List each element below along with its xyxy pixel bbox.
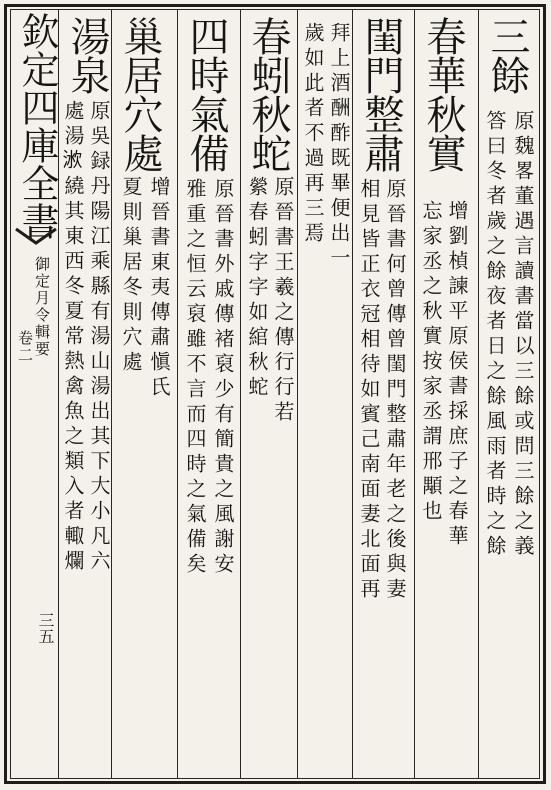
entry-text-line: 處湯𣶛繞其東西冬夏常熱禽魚之類入者輙爛 [61,100,85,575]
fishtail-mark [14,227,58,247]
entry-text-line: 歲如此者不過再三焉 [301,22,325,247]
volume-label: 卷二 [16,330,34,364]
entry-text-line: 縈春蚓字字如綰秋蛇 [245,176,269,401]
column-rule [414,10,415,778]
entry-text-line: 原魏畧董遇言讀書當以三餘或問三餘之義 [511,110,535,560]
entry-heading: 湯泉 [64,16,110,94]
entry-text-line: 增劉楨諫平原侯書採庶子之春華 [445,200,469,550]
entry-heading: 四時氣備 [183,16,229,172]
entry-text-line: 增晉書東夷傳肅愼氏 [147,176,171,401]
entry-heading: 閨門整肅 [358,16,404,172]
column-rule [240,10,241,778]
book-title: 欽定四庫全書 [15,12,59,240]
entry-text-line: 忘家丞之秋實按家丞謂邢顒也 [419,200,443,525]
column-rule [478,10,479,778]
column-rule [297,10,298,778]
entry-text-line: 原晉書外戚傳褚裒少有簡貴之風謝安 [211,178,235,578]
sub-title: 御定月令輯要 [33,256,51,358]
entry-text-line: 拜上酒酬酢既畢便出一 [327,22,351,272]
entry-heading: 春蚓秋蛇 [245,16,291,172]
column-rule [352,10,353,778]
entry-text-line: 答曰冬者歲之餘夜者日之餘風雨者時之餘 [483,110,507,560]
entry-text-line: 雅重之恒云裒雖不言而四時之氣備矣 [183,178,207,578]
entry-heading: 三餘 [484,16,530,94]
entry-text-line: 相見皆正衣冠相待如賓己南面妻北面再 [357,178,381,603]
entry-text-line: 原吳録丹陽江乘縣有湯山湯出其下大小凡六 [87,100,111,575]
entry-text-line: 原晉書王羲之傳行行若 [271,176,295,426]
entry-heading: 巢居穴處 [117,16,163,172]
page-number: 三五 [36,612,55,644]
column-rule [111,10,112,778]
column-rule [177,10,178,778]
entry-text-line: 原晉書何曾傳曾閨門整肅年老之後與妻 [383,178,407,603]
entry-text-line: 夏則巢居冬則穴處 [119,176,143,376]
entry-heading: 春華秋實 [420,16,466,172]
